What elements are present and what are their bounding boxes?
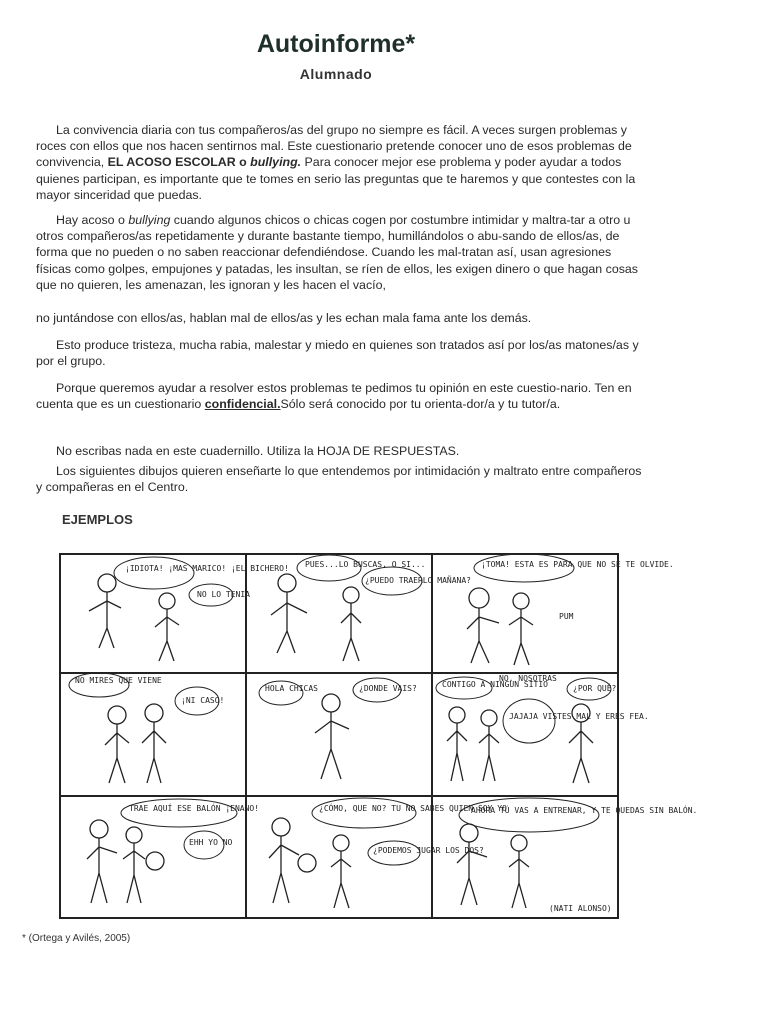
comic-bubble: ¡TOMA! ESTA ES PARA QUE NO SE TE OLVIDE. — [481, 560, 674, 569]
comic-bubble: EHH YO NO — [189, 838, 233, 847]
comic-strip — [59, 553, 698, 919]
ejemplos-heading: EJEMPLOS — [62, 512, 133, 527]
paragraph-exclusion: no juntándose con ellos/as, hablan mal de ellos/as y les echan mala fama ante los demás. — [36, 311, 532, 325]
comic-bubble: NO LO TENIA — [197, 590, 250, 599]
comic-bubble: ¿PUEDO TRAERLO MAÑANA? — [365, 576, 471, 585]
comic-bubble: NO MIRES QUE VIENE — [75, 676, 162, 685]
comic-bubble: PUES...LO BUSCAS, O SI... — [305, 560, 426, 569]
comic-bubble: ¿PODEMOS JUGAR LOS DOS? — [373, 846, 484, 855]
paragraph-effects: Esto produce tristeza, mucha rabia, malestar y miedo en quienes son tratados así por los/as matones/as y por el grupo. — [36, 338, 639, 369]
document-title: Autoinforme* — [256, 30, 416, 58]
comic-bubble: PUM — [559, 612, 574, 621]
comic-bubble: ¿POR QUÉ? — [573, 684, 617, 693]
comic-bubble: ¿CÓMO, QUE NO? TU NO SABES QUIEN SOY YO — [319, 804, 507, 813]
comic-bubble: CONTIGO A NINGUN SITIO — [442, 680, 548, 689]
comic-bubble: HOLA CHICAS — [265, 684, 318, 693]
comic-bubble: ¿DONDE VAIS? — [359, 684, 417, 693]
comic-bubble: TRAE AQUÍ ESE BALÓN ¡ENANO! — [129, 804, 260, 813]
comic-bubble: ¡NI CASO! — [181, 696, 225, 705]
comic-bubble: AHORA TÚ VAS A ENTRENAR, Y TE QUEDAS SIN BALÓN. — [471, 806, 698, 815]
paragraph-intro: La convivencia diaria con tus compañeros/as del grupo no siempre es fácil. A veces surgen problemas y roces con ellos que nos hacen sentirnos mal. Este cuestionario pretende conocer uno de esos problemas de convivencia, EL ACOSO ESCOLAR o bullying. Para conocer mejor ese problema y poder ayudar a todos quienes participan, es importante que te tomes en serio las preguntas que te haremos y que contestes con la mayor sinceridad que puedas. — [36, 123, 636, 202]
comic-bubble: ¡IDIOTA! ¡MAS MARICO! ¡EL BICHERO! — [125, 564, 289, 573]
paragraph-drawings: Los siguientes dibujos quieren enseñarte lo que entendemos por intimidación y maltrato entre compañeros y compañeras en el Centro. — [36, 464, 642, 495]
comic-bubble: JAJAJA VISTES MAL Y ERES FEA. — [509, 712, 649, 721]
document-subtitle: Alumnado — [299, 66, 373, 82]
paragraph-instructions: No escribas nada en este cuadernillo. Utiliza la HOJA DE RESPUESTAS. — [56, 444, 460, 458]
comic-bubble: NO, NOSOTRAS — [499, 674, 557, 683]
paragraph-confidential: Porque queremos ayudar a resolver estos problemas te pedimos tu opinión en este cuestio-nario. Ten en cuenta que es un cuestionario confidencial.Sólo será conocido por tu orienta-dor/a y tu tutor/a. — [36, 381, 632, 412]
footnote-citation: * (Ortega y Avilés, 2005) — [22, 933, 131, 944]
comic-signature: (NATI ALONSO) — [549, 904, 612, 913]
paragraph-definition: Hay acoso o bullying cuando algunos chicos o chicas cogen por costumbre intimidar y maltra-tar a otro u otros compañeros/as repetidamente y durante bastante tiempo, humillándolos o abu-sando de ellos/as, de forma que no pueden o no saben reaccionar defendiéndose. Cuando les mal-tratan así, usan agresiones físicas como golpes, empujones y patadas, les insultan, se ríen de ellos, les exigen dinero o que hagan cosas que no quieren, les amenazan, les ignoran y les hacen el vacío, — [36, 213, 638, 292]
